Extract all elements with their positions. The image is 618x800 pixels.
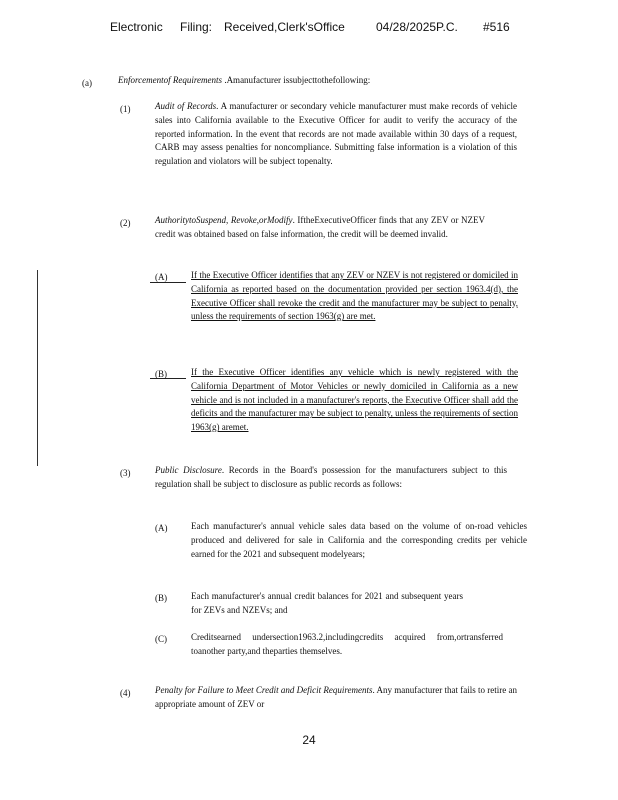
revision-margin-bar [37,270,38,466]
item3-subB-text: Each manufacturer's annual credit balances for 2021 and subsequent years for ZEVs and NZEVs; and [191,591,463,615]
item1-title: Audit of Records [155,101,217,111]
item2-subB-text: If the Executive Officer identifies any vehicle which is newly registered with the California Department of Motor Vehicles or newly domiciled in California as a new vehicle and is not included in a manufacturer's reports, the Executive Officer shall add the deficits and the manufacturer may be subject to penalty, unless the requirements of section 1963(g) aremet. [191,367,518,433]
sub-a-rule [150,282,186,283]
item4-label: (4) [120,688,131,698]
header-received: Received,Clerk'sOffice [224,20,345,34]
item3-label: (3) [120,468,131,478]
item3-subA-label: (A) [155,523,168,533]
item4-text: . Any manufacturer that fails to retire an appropriate amount of ZEV or [155,685,518,709]
item1-label: (1) [120,104,131,114]
item3-subA-text: Each manufacturer's annual vehicle sales data based on the volume of on-road vehicles produced and delivered for sale in California and the corresponding credits per vehicle earned for the 2021 and subsequent modelyears; [191,521,527,559]
header-date: 04/28/2025P.C. [376,20,458,34]
filing-header [110,20,530,40]
item3-subB-label: (B) [155,593,167,603]
page-number: 24 [302,733,316,747]
header-electronic: Electronic [110,20,163,34]
item2-title: AuthoritytoSuspend, Revoke,orModify [155,215,293,225]
section-a-intro: .Amanufacturer issubjecttothefollowing: [224,75,371,85]
header-number: #516 [483,20,510,34]
item2-paragraph [155,214,485,242]
item2-subB-label: (B) [155,369,167,379]
item3-text: . Records in the Board's possession for the manufacturers subject to this regulation shall be subject to disclosure as public records as follows: [155,465,507,489]
item3-paragraph [155,464,507,492]
item1-paragraph [155,100,517,169]
item4-title: Penalty for Failure to Meet Credit and Deficit Requirements [155,685,373,695]
item2-text: . IftheExecutiveOfficer finds that any ZEV or NZEV credit was obtained based on false information, the credit will be deemed invalid. [155,215,486,239]
item2-subA-label: (A) [155,272,168,282]
section-a-title: Enforcementof Requirements [118,75,223,85]
item3-subC-label: (C) [155,634,167,644]
item3-subC-text: Creditsearned undersection1963.2,includingcredits acquired from,ortransferred toanother party,and theparties themselves. [191,632,503,656]
section-a-heading [118,74,458,88]
item3-title: Public Disclosure [155,465,222,475]
item2-subA-text: If the Executive Officer identifies that any ZEV or NZEV is not registered or domiciled in California as reported based on the documentation provided per section 1963.4(d), the Executive Officer shall revoke the credit and the manufacturer may be subject to penalty, unless the requirements of section 1963(g) are met. [191,270,518,322]
item4-paragraph [155,684,517,712]
header-filing: Filing: [180,20,213,34]
section-a-label: (a) [82,78,92,88]
item1-text: . A manufacturer or secondary vehicle manufacturer must make records of vehicle sales into California available to the Executive Officer for audit to verify the accuracy of the reported information. In the event that records are not made available within 30 days of a request, CARB may assess penalties for noncompliance. Submitting false information is a violation of this regulation and violators will be subject topenalty. [155,101,517,167]
item2-label: (2) [120,218,131,228]
